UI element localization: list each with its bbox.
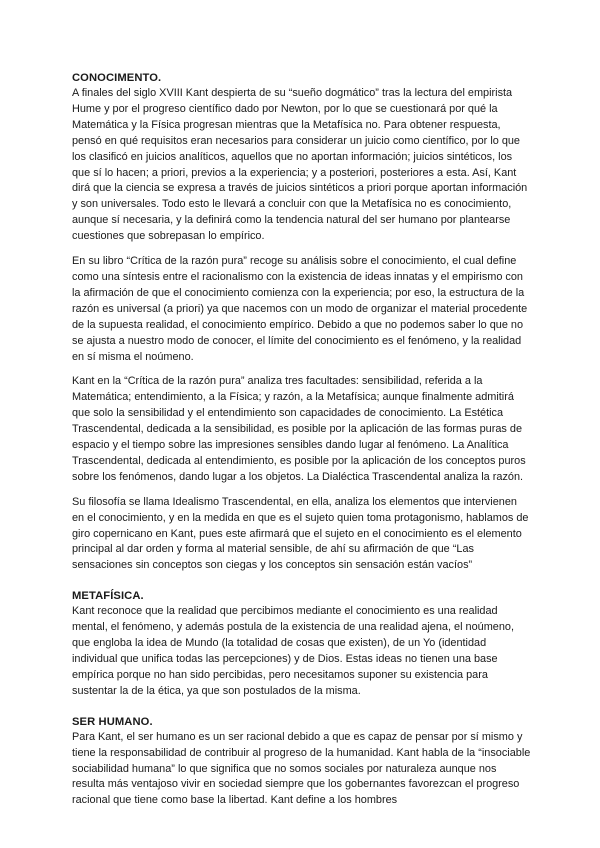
paragraph: En su libro “Crítica de la razón pura” recoge su análisis sobre el conocimiento, el cual define como una síntesis entre el racionalismo con la existencia de ideas innatas y el empirismo con la afirmación de que el conocimiento comienza con la experiencia; por eso, la estructura de la razón es universal (a priori) ya que nacemos con un modo de organizar el material procedente de la supuesta realidad, el conocimiento empírico. Debido a que no podemos saber lo que no se ajusta a nuestro modo de conocer, el límite del conocimiento es el fenómeno, y la realidad en sí misma el noúmeno. [72,255,528,363]
paragraph: Su filosofía se llama Idealismo Trascendental, en ella, analiza los elementos que intervienen en el conocimiento, y en la medida en que es el sujeto quien toma protagonismo, hablamos de giro copernicano en Kant, pues este afirmará que el sujeto en el conocimiento es el elemento principal al dar orden y forma al material sensible, de ahí su afirmación de que “Las sensaciones sin conceptos son ciegas y los conceptos sin sensación están vacíos” [72,495,529,572]
paragraph: A finales del siglo XVIII Kant despierta de su “sueño dogmático” tras la lectura del empirista Hume y por el progreso científico dado por Newton, por lo que se cuestionará por qué la Matemática y la Física progresan mientras que la Metafísica no. Para obtener respuesta, pensó en qué requisitos eran necesarios para considerar un juicio como científico, por lo que los clasificó en juicios analíticos, aquellos que no aportan información; juicios sintéticos, los que sí lo hacen; a priori, previos a la experiencia; y a posteriori, posteriores a esta. Así, Kant dirá que la ciencia se expresa a través de juicios sintéticos a priori porque aportan información y son universales. Todo esto le llevará a concluir con que la Metafísica no es conocimiento, aunque sí necesaria, y la definirá como la tendencia natural del ser humano por plantearse cuestiones que sobrepasan lo empírico. [72,87,528,243]
section-conocimiento [72,70,532,574]
section-ser-humano [72,714,532,810]
paragraph: Kant en la “Crítica de la razón pura” analiza tres facultades: sensibilidad, referida a la Matemática; entendimiento, a la Física; y razón, a la Metafísica; aunque finalmente admitirá que solo la sensibilidad y el entendimiento son capacidades de conocimiento. La Estética Trascendental, dedicada a la sensibilidad, es posible por la aplicación de las formas puras de espacio y el tiempo sobre las impresiones sensibles dando lugar al fenómeno. La Analítica Trascendental, dedicada al entendimiento, es posible por la aplicación de los conceptos puros sobre los fenómenos, dando lugar a los objetos. La Dialéctica Trascendental analiza la razón. [72,375,526,483]
paragraph: Para Kant, el ser humano es un ser racional debido a que es capaz de pensar por sí mismo y tiene la responsabilidad de contribuir al progreso de la humanidad. Kant habla de la “insociable sociabilidad humana” lo que significa que no somos sociales por naturaleza aunque nos resulta más ventajoso vivir en sociedad siempre que los gobernantes favorezcan el progreso racional que tiene como base la libertad. Kant define a los hombres [72,730,531,807]
paragraph: Kant reconoce que la realidad que percibimos mediante el conocimiento es una realidad mental, el fenómeno, y además postula de la existencia de una realidad ajena, el noúmeno, que engloba la idea de Mundo (la totalidad de cosas que existen), de un Yo (identidad individual que unifica todas las percepciones) y de Dios. Estas ideas no tienen una base empírica porque no han sido percibidas, pero necesitamos suponer su existencia para sustentar la de la ética, ya que son postulados de la misma. [72,605,514,697]
section-heading: CONOCIMENTO. [72,72,162,84]
section-heading: METAFÍSICA. [72,590,144,603]
section-heading: SER HUMANO. [72,715,153,728]
section-metafisica [72,588,532,699]
